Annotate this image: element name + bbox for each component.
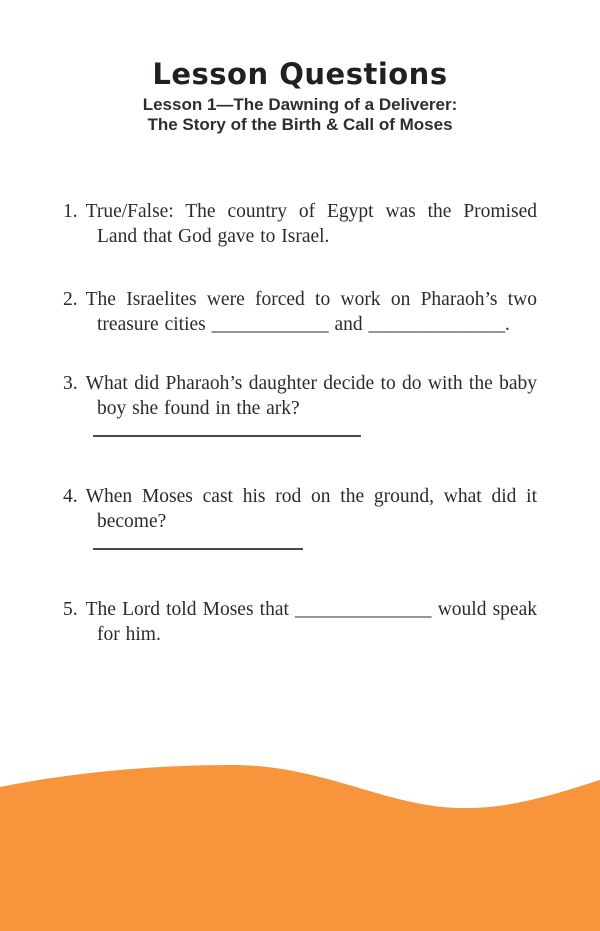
question-body: The Israelites were forced to work on Pharaoh’s two treasure cities ____________ and ______________. — [85, 289, 537, 335]
question-body: True/False: The country of Egypt was the Promised Land that God gave to Israel. — [85, 201, 537, 247]
question-number: 5. — [63, 599, 78, 620]
question-text — [63, 371, 537, 421]
subtitle-line-2: The Story of the Birth & Call of Moses — [147, 115, 453, 134]
question-3 — [63, 371, 537, 437]
question-number: 1. — [63, 201, 78, 222]
question-body: What did Pharaoh’s daughter decide to do with the baby boy she found in the ark? — [85, 373, 537, 419]
answer-blank-line — [93, 435, 361, 437]
question-body: The Lord told Moses that ______________ would speak for him. — [85, 599, 537, 645]
page-title: Lesson Questions — [152, 57, 448, 91]
answer-blank-line — [93, 548, 303, 550]
wave-shape — [0, 765, 600, 931]
question-body: When Moses cast his rod on the ground, what did it become? — [85, 486, 537, 532]
question-number: 2. — [63, 289, 78, 310]
question-number: 3. — [63, 373, 78, 394]
subtitle-line-1: Lesson 1—The Dawning of a Deliverer: — [142, 95, 458, 114]
question-text — [63, 597, 537, 647]
question-4 — [63, 484, 537, 550]
question-text — [63, 484, 537, 534]
question-list — [63, 199, 537, 647]
question-text — [63, 199, 537, 249]
lesson-subtitle — [63, 95, 537, 135]
question-1 — [63, 199, 537, 249]
question-number: 4. — [63, 486, 78, 507]
orange-wave-decoration — [0, 740, 600, 931]
question-text — [63, 287, 537, 337]
page-content — [63, 58, 537, 647]
question-5 — [63, 597, 537, 647]
question-2 — [63, 287, 537, 337]
